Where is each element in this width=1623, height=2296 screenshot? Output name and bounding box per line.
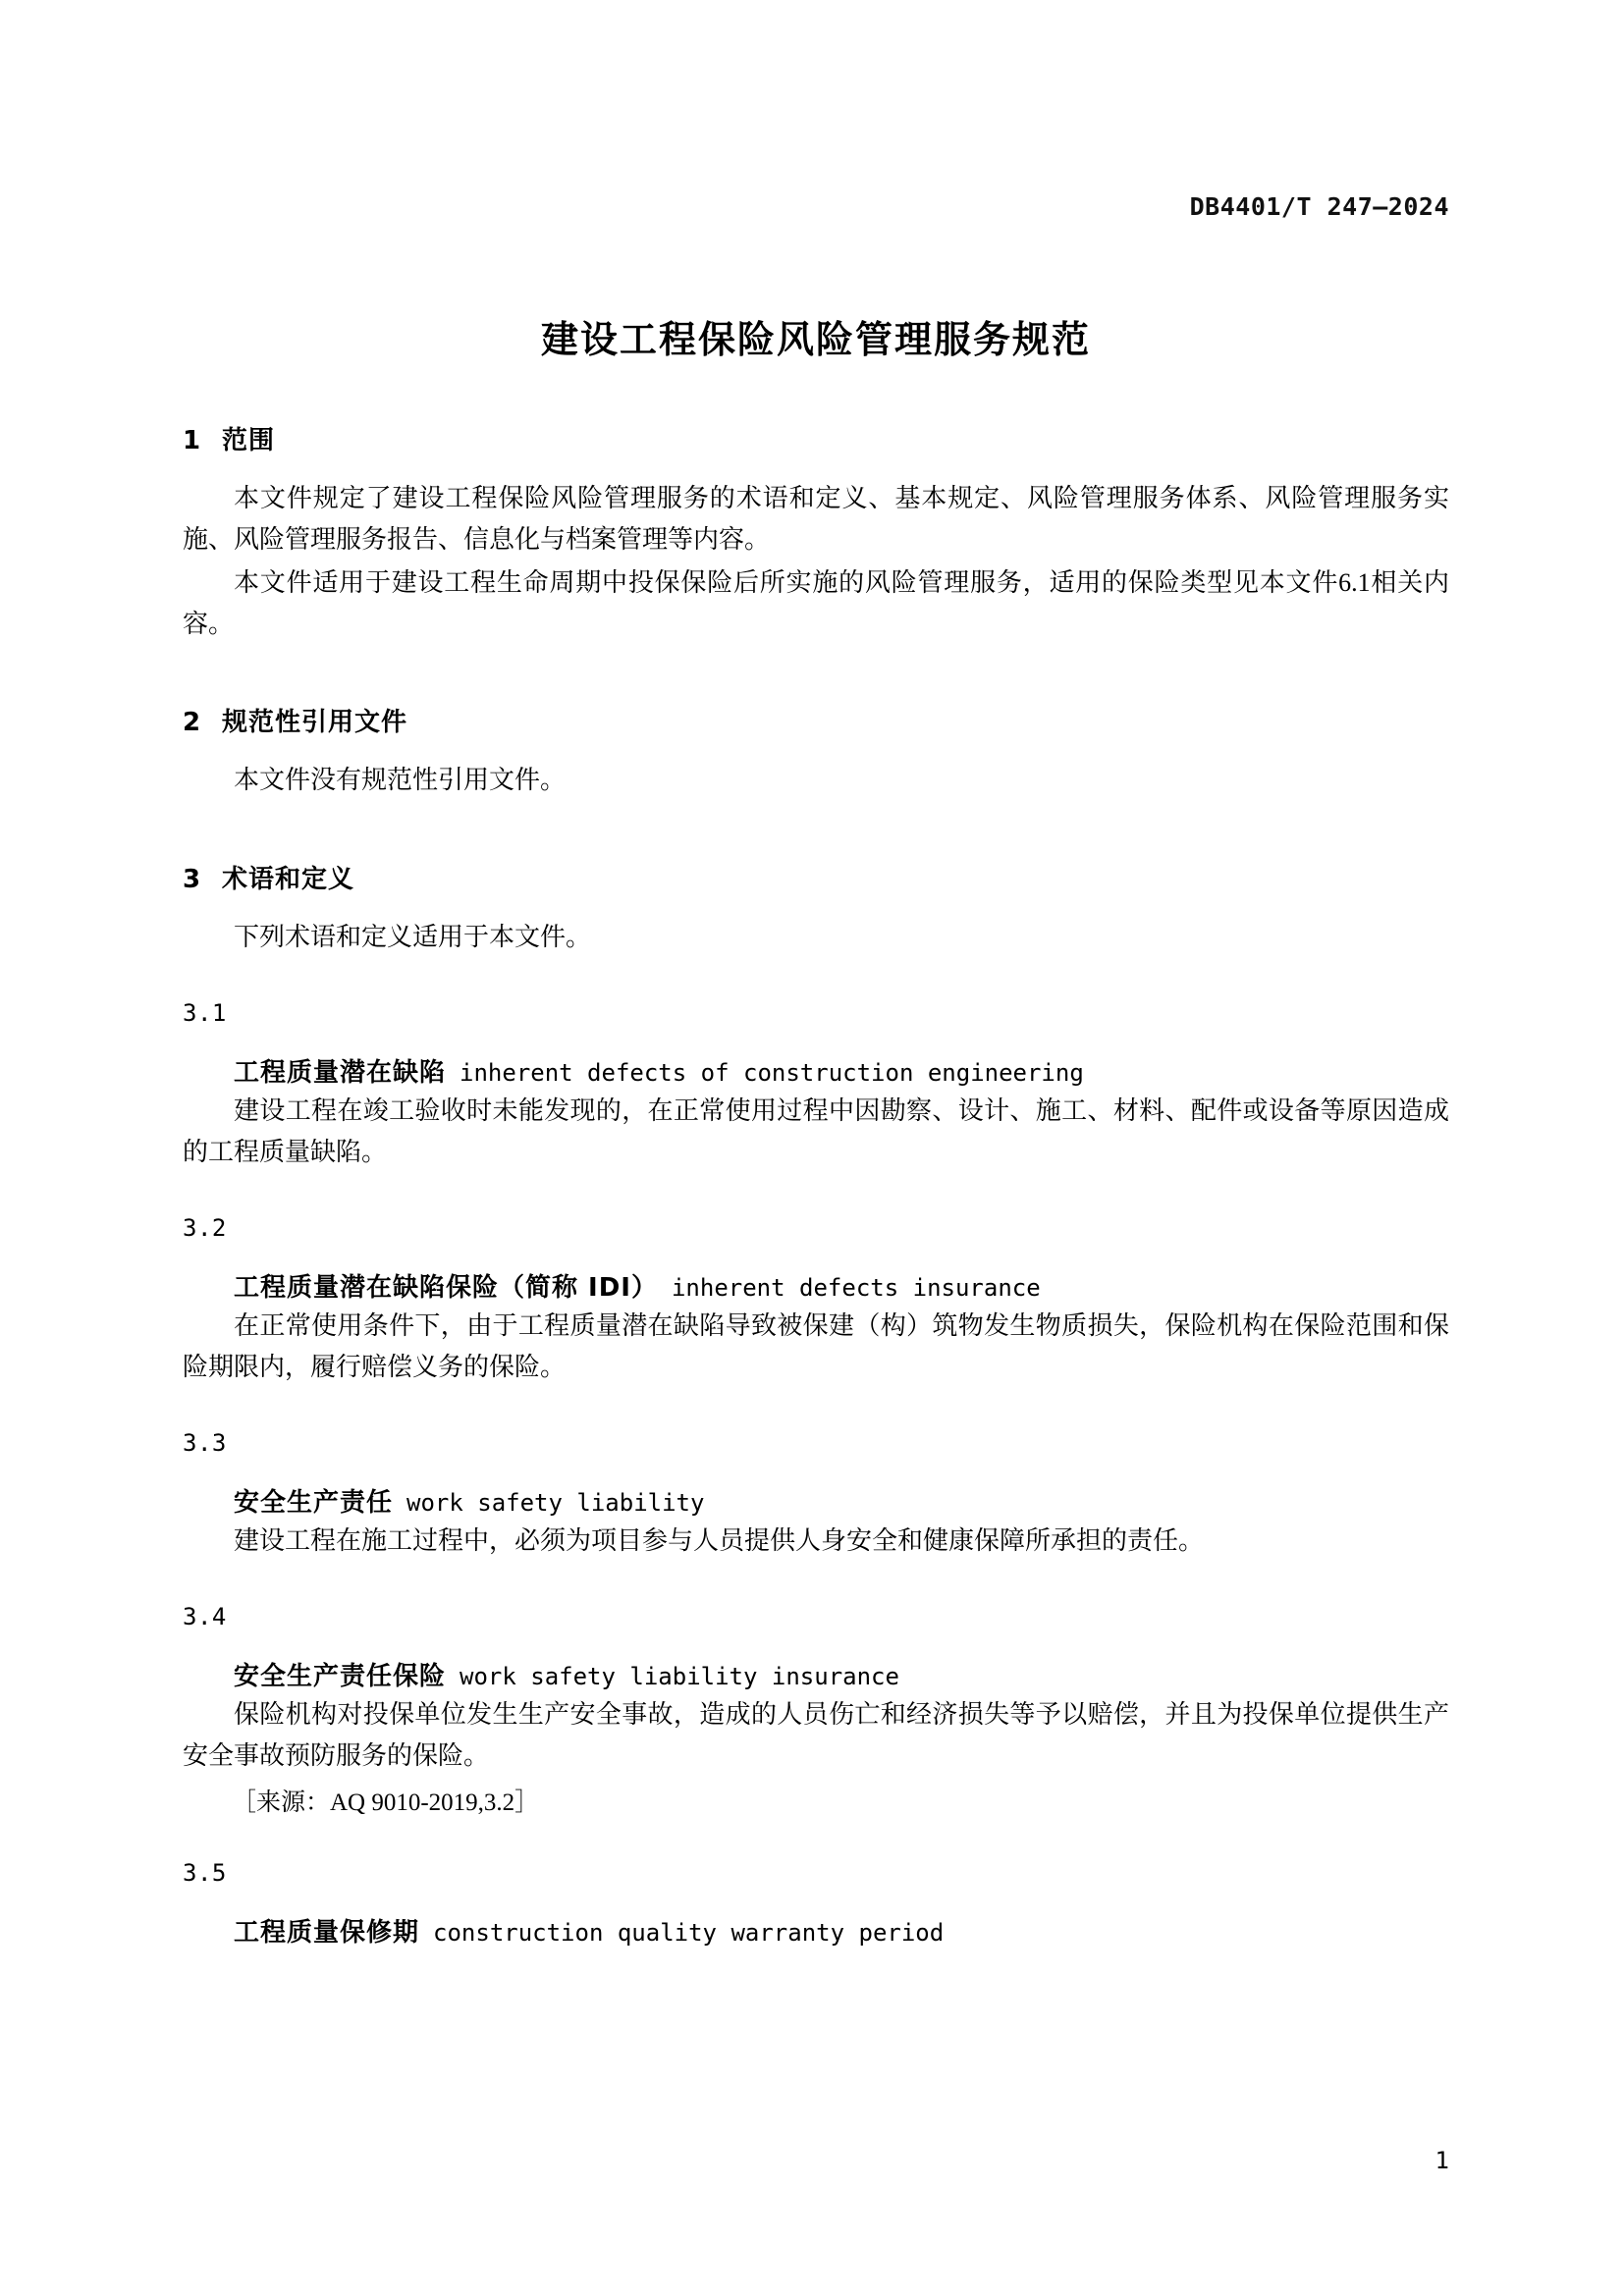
section-title-2: 规范性引用文件: [222, 708, 408, 738]
term-entry-3-1: [183, 1052, 1449, 1089]
term-number-3-1: 3.1: [183, 998, 227, 1027]
section-heading-2: [183, 702, 1449, 738]
term-entry-3-2: [183, 1267, 1449, 1304]
term-name-en-3-5: construction quality warranty period: [433, 1919, 945, 1948]
section-1-paragraph-1: 本文件规定了建设工程保险风险管理服务的术语和定义、基本规定、风险管理服务体系、风险管理服务实施、风险管理服务报告、信息化与档案管理等内容。: [183, 484, 1449, 555]
term-number-3-2: 3.2: [183, 1213, 227, 1242]
section-number-3: 3: [183, 864, 202, 894]
term-entry-3-4: [183, 1656, 1449, 1692]
term-number-3-4: 3.4: [183, 1603, 227, 1631]
term-name-cn-3-1: 工程质量潜在缺陷: [234, 1057, 447, 1088]
term-number-3-3: 3.3: [183, 1429, 227, 1458]
term-name-en-3-1: inherent defects of construction engineering: [460, 1058, 1084, 1087]
term-name-cn-3-4: 安全生产责任保险: [234, 1662, 447, 1692]
term-entry-3-5: [183, 1912, 1449, 1949]
standard-number-header: DB4401/T 247—2024: [1189, 192, 1449, 221]
page-content: [183, 0, 1449, 1949]
term-name-en-3-3: work safety liability: [406, 1489, 705, 1518]
section-number-1: 1: [183, 426, 202, 455]
term-definition-3-2: 在正常使用条件下，由于工程质量潜在缺陷导致被保建（构）筑物发生物质损失，保险机构在保险范围和保险期限内，履行赔偿义务的保险。: [183, 1310, 1449, 1381]
term-definition-3-4: 保险机构对投保单位发生生产安全事故，造成的人员伤亡和经济损失等予以赔偿，并且为投保单位提供生产安全事故预防服务的保险。: [183, 1700, 1449, 1771]
term-entry-3-3: [183, 1482, 1449, 1519]
section-title-3: 术语和定义: [222, 864, 355, 894]
section-title-1: 范围: [222, 426, 276, 455]
section-heading-3: [183, 859, 1449, 895]
term-name-cn-3-2: 工程质量潜在缺陷保险（简称 IDI）: [234, 1272, 658, 1303]
term-number-3-5: 3.5: [183, 1859, 227, 1888]
term-source-3-4: ［来源：AQ 9010-2019,3.2］: [232, 1789, 540, 1817]
term-name-en-3-4: work safety liability insurance: [460, 1663, 899, 1691]
term-name-cn-3-5: 工程质量保修期: [234, 1918, 420, 1949]
section-heading-1: [183, 420, 1449, 456]
page-number: 1: [1434, 2147, 1449, 2174]
document-title: 建设工程保险风险管理服务规范: [540, 318, 1091, 361]
section-1-paragraph-2: 本文件适用于建设工程生命周期中投保保险后所实施的风险管理服务，适用的保险类型见本文件6.1相关内容。: [183, 568, 1449, 639]
term-definition-3-1: 建设工程在竣工验收时未能发现的，在正常使用过程中因勘察、设计、施工、材料、配件或设备等原因造成的工程质量缺陷。: [183, 1095, 1449, 1166]
term-definition-3-3: 建设工程在施工过程中，必须为项目参与人员提供人身安全和健康保障所承担的责任。: [234, 1526, 1205, 1556]
term-name-en-3-2: inherent defects insurance: [671, 1273, 1041, 1302]
section-3-paragraph-1: 下列术语和定义适用于本文件。: [234, 922, 592, 951]
section-number-2: 2: [183, 708, 202, 738]
term-name-cn-3-3: 安全生产责任: [234, 1488, 394, 1519]
section-2-paragraph-1: 本文件没有规范性引用文件。: [234, 766, 567, 795]
